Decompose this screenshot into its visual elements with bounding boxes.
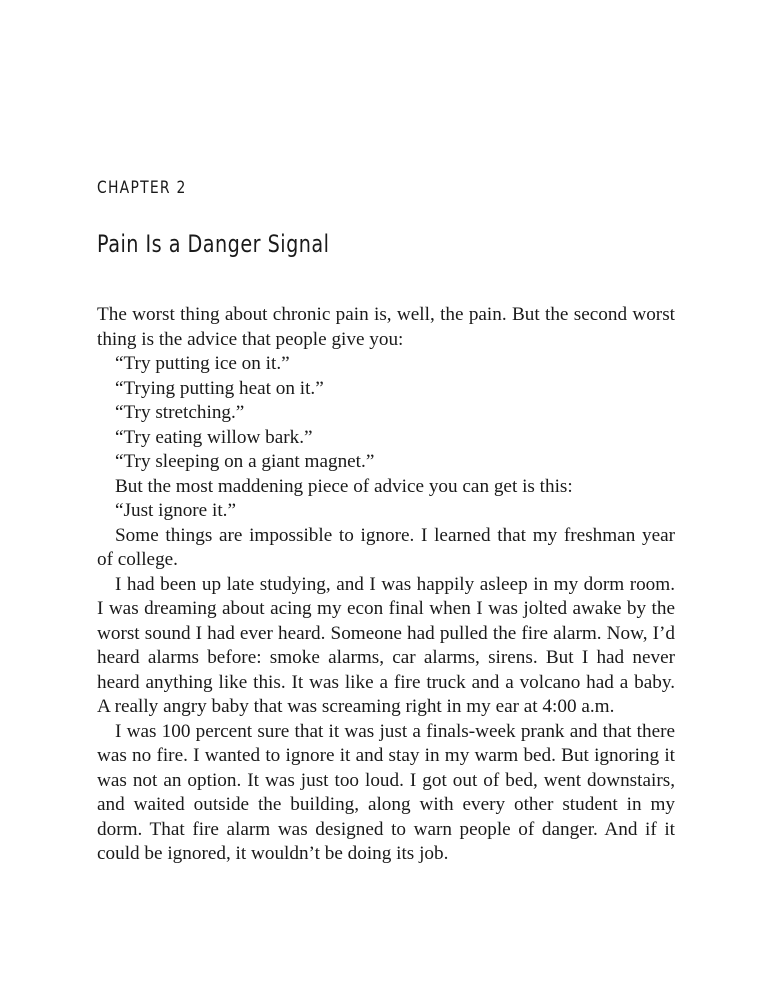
paragraph: The worst thing about chronic pain is, well, the pain. But the second worst thing is the advice that people give you: — [97, 304, 675, 350]
paragraph: I was 100 percent sure that it was just a finals-week prank and that there was no fire. I wanted to ignore it and stay in my warm bed. But ignoring it was not an option. It was just too loud. I got out of bed, went downstairs, and waited outside the building, along with every other student in my dorm. That fire alarm was designed to warn people of danger. And if it could be ignored, it wouldn’t be doing its job. — [97, 720, 675, 864]
paragraph: But the most maddening piece of advice you can get is this: — [115, 475, 573, 497]
paragraph: “Try sleeping on a giant magnet.” — [115, 451, 375, 472]
paragraph: I had been up late studying, and I was happily asleep in my dorm room. I was dreaming about acing my econ final when I was jolted awake by the worst sound I had ever heard. Someone had pulled the fire alarm. Now, I’d heard alarms before: smoke alarms, car alarms, sirens. But I had never heard anything like this. It was like a fire truck and a volcano had a baby. A really angry baby that was screaming right in my ear at 4:00 a.m. — [97, 573, 675, 717]
paragraph: Some things are impossible to ignore. I learned that my freshman year of college. — [97, 524, 675, 570]
chapter-number: CHAPTER 2 — [97, 178, 187, 198]
chapter-title: Pain Is a Danger Signal — [97, 230, 330, 258]
paragraph: “Try putting ice on it.” — [115, 353, 290, 374]
paragraph: “Try eating willow bark.” — [115, 426, 313, 448]
chapter-body — [97, 303, 675, 867]
paragraph: “Trying putting heat on it.” — [115, 377, 324, 399]
paragraph: “Try stretching.” — [115, 402, 245, 423]
paragraph: “Just ignore it.” — [115, 500, 236, 521]
